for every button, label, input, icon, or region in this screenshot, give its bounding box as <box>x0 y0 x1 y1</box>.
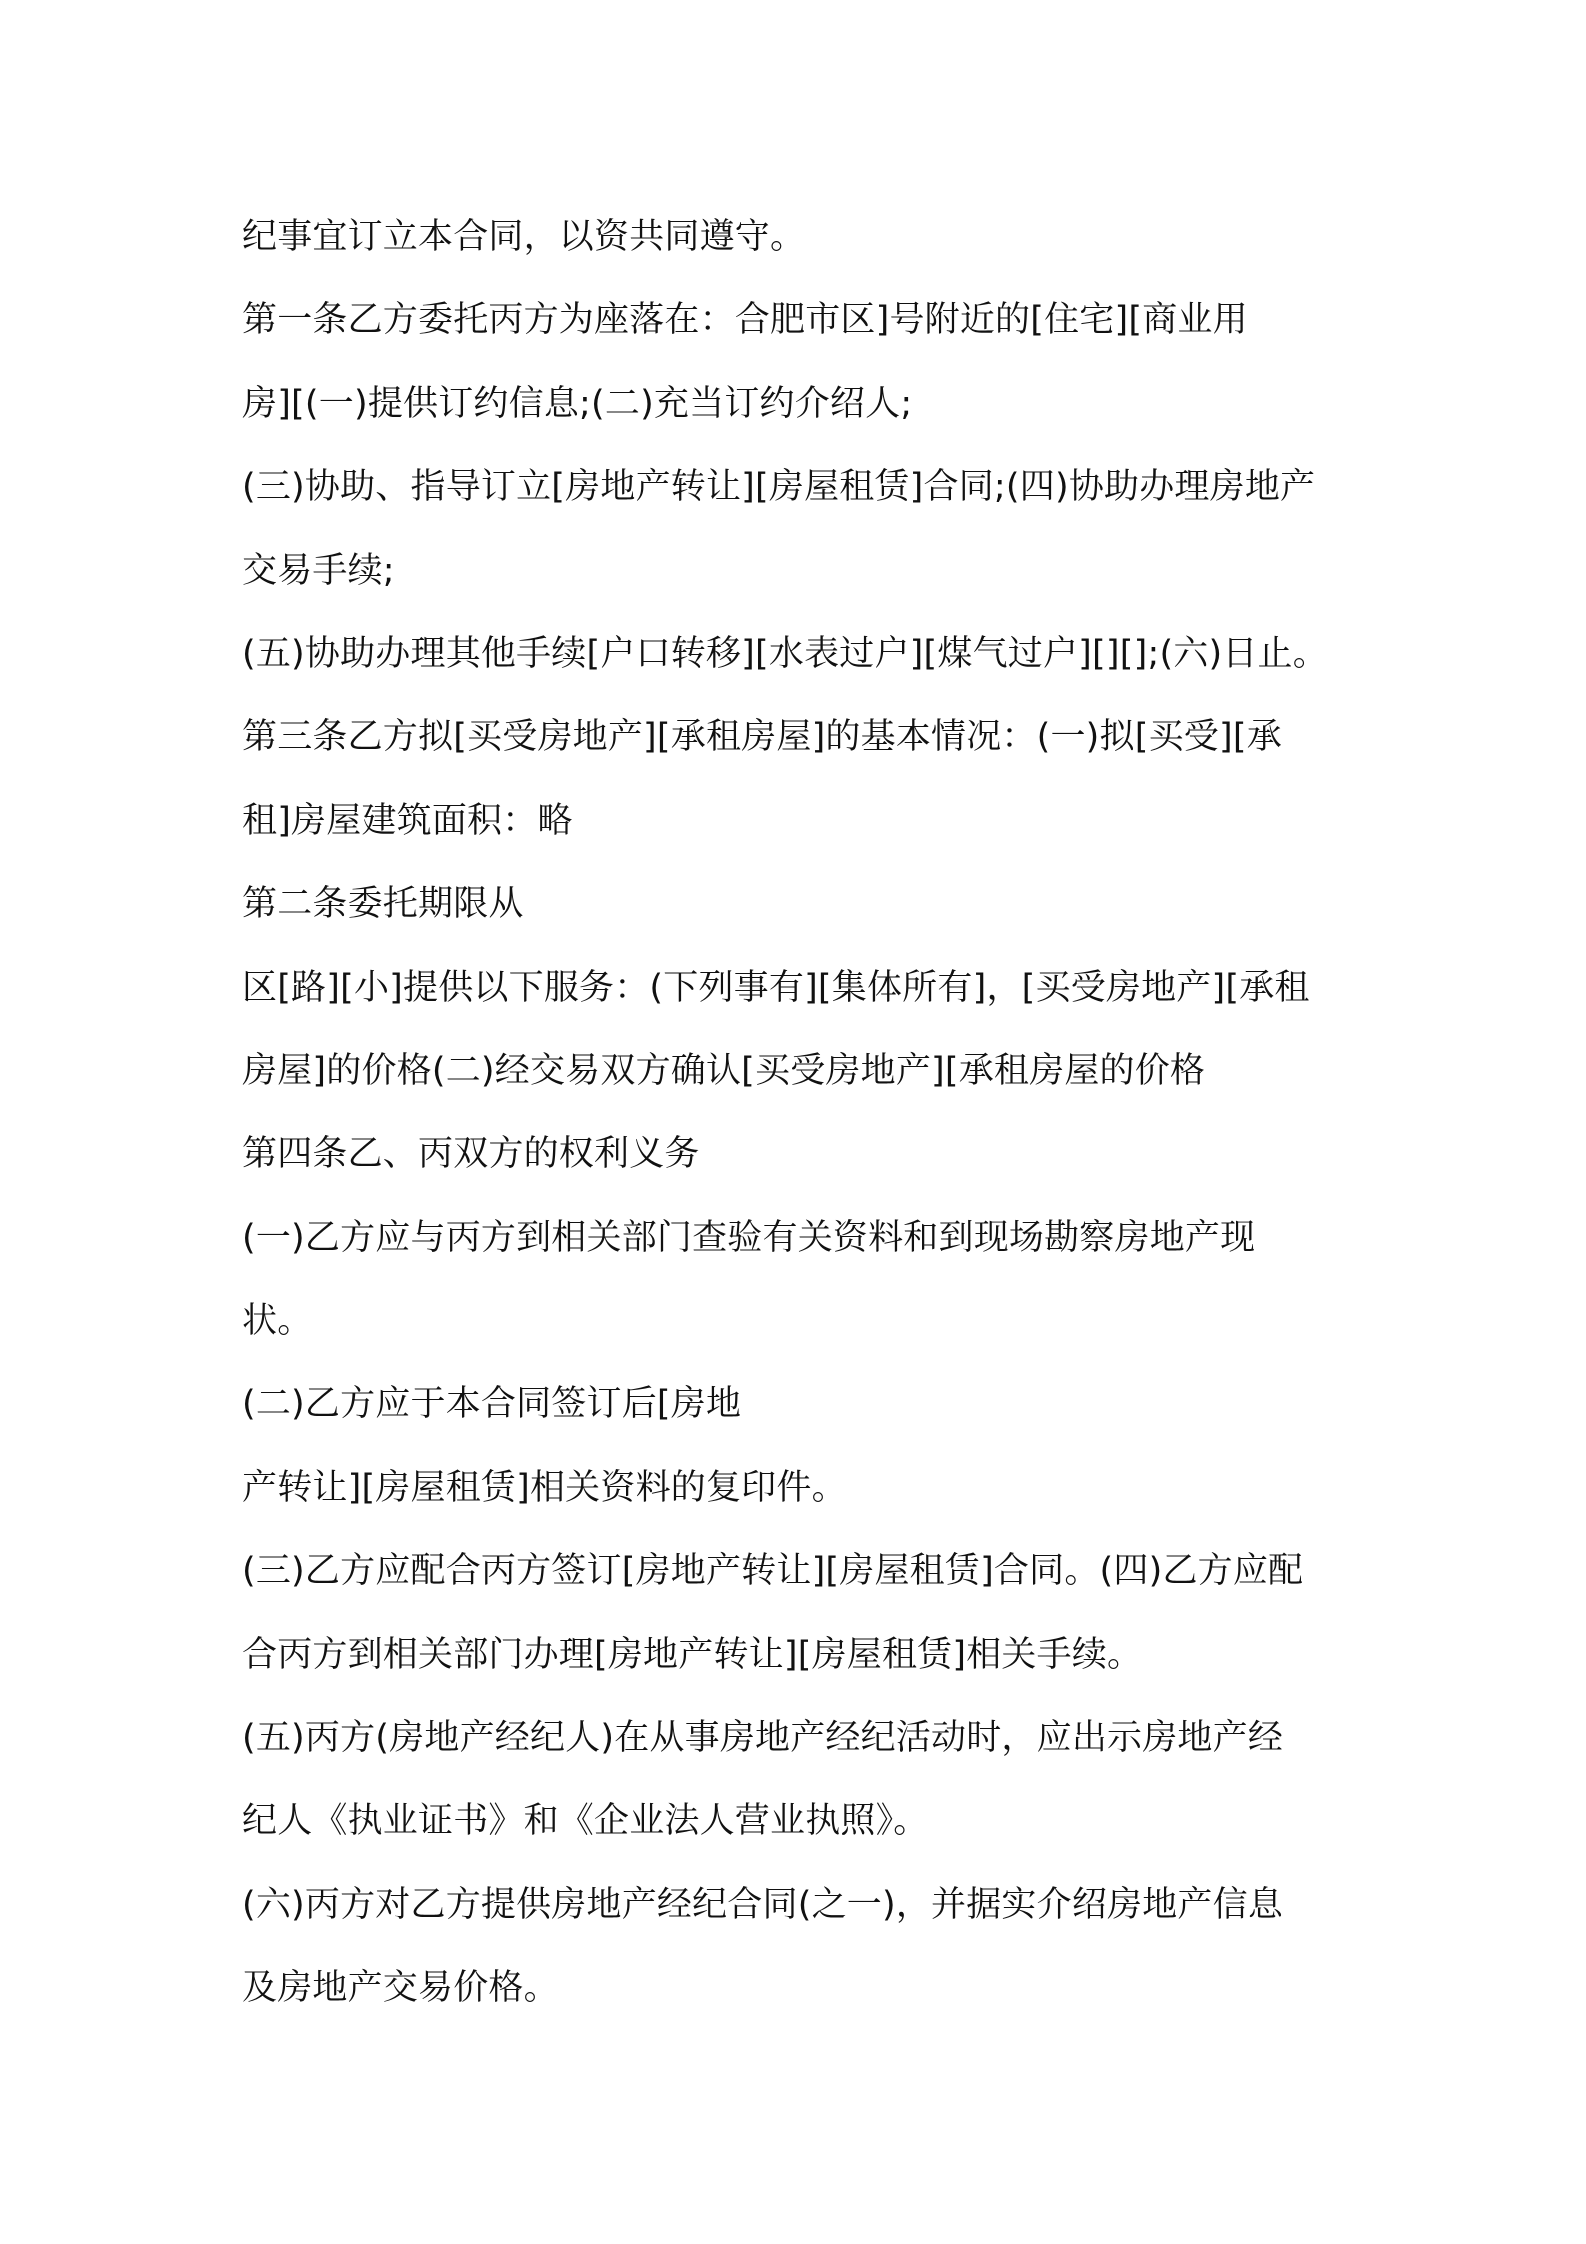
text-line: (三)乙方应配合丙方签订[房地产转让][房屋租赁]合同。(四)乙方应配 <box>242 1551 1304 1592</box>
text-line: 合丙方到相关部门办理[房地产转让][房屋租赁]相关手续。 <box>242 1634 1143 1675</box>
text-line: 及房地产交易价格。 <box>242 1968 559 2009</box>
text-line: (五)协助办理其他手续[户口转移][水表过户][煤气过户][][];(六)日止。 <box>242 633 1328 674</box>
text-line: (二)乙方应于本合同签订后[房地 <box>242 1384 742 1425</box>
text-line: 第三条乙方拟[买受房地产][承租房屋]的基本情况：(一)拟[买受][承 <box>242 717 1282 758</box>
text-line: 纪人《执业证书》和《企业法人营业执照》。 <box>242 1801 929 1842</box>
text-line: (三)协助、指导订立[房地产转让][房屋租赁]合同;(四)协助办理房地产 <box>242 467 1316 508</box>
text-line: (一)乙方应与丙方到相关部门查验有关资料和到现场勘察房地产现 <box>242 1217 1256 1258</box>
text-line: (五)丙方(房地产经纪人)在从事房地产经纪活动时，应出示房地产经 <box>242 1718 1284 1759</box>
text-line: 纪事宜订立本合同，以资共同遵守。 <box>242 217 806 257</box>
text-line: 产转让][房屋租赁]相关资料的复印件。 <box>242 1467 847 1508</box>
text-line: 第四条乙、丙双方的权利义务 <box>242 1134 700 1175</box>
text-line: (六)丙方对乙方提供房地产经纪合同(之一)，并据实介绍房地产信息 <box>242 1884 1284 1925</box>
text-line: 房屋]的价格(二)经交易双方确认[买受房地产][承租房屋的价格 <box>242 1050 1206 1091</box>
text-line: 房][(一)提供订约信息;(二)充当订约介绍人; <box>242 383 913 424</box>
text-line: 第二条委托期限从 <box>242 884 524 925</box>
text-line: 区[路][小]提供以下服务：(下列事有][集体所有]，[买受房地产][承租 <box>242 967 1310 1008</box>
text-line: 第一条乙方委托丙方为座落在：合肥市区]号附近的[住宅][商业用 <box>242 300 1248 341</box>
text-line: 交易手续; <box>242 550 395 591</box>
contract-body <box>242 196 1362 2031</box>
text-line: 状。 <box>242 1301 313 1342</box>
text-line: 租]房屋建筑面积：略 <box>242 800 573 841</box>
